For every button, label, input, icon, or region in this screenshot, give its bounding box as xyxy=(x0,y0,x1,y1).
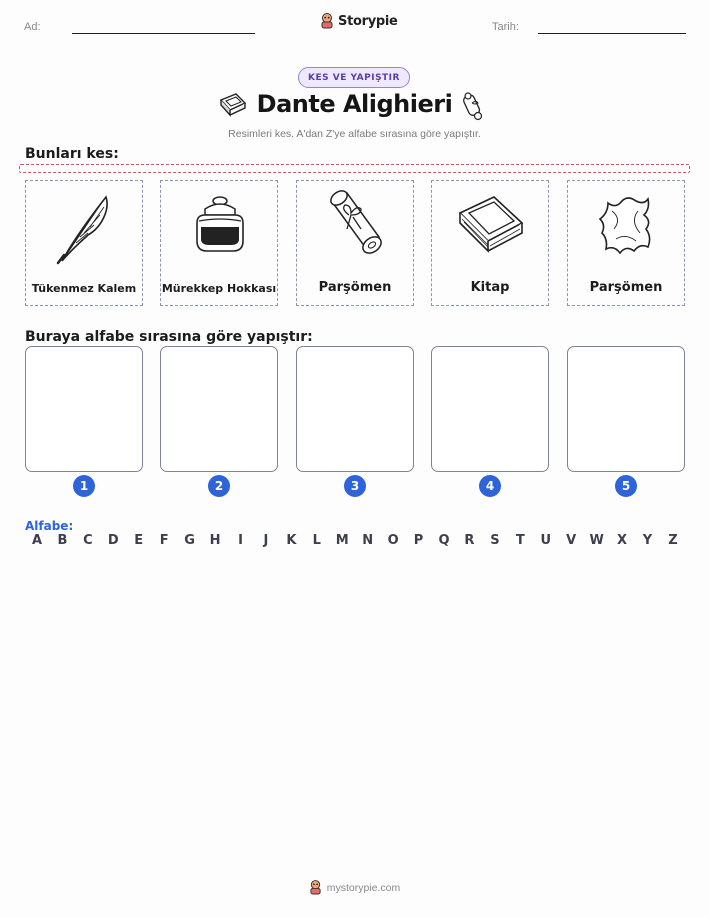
paste-box[interactable] xyxy=(431,346,549,472)
footer-url[interactable]: mystorypie.com xyxy=(326,881,401,894)
alphabet-row xyxy=(29,533,681,548)
alphabet-letter: S xyxy=(490,533,500,548)
storypie-mascot-icon xyxy=(320,13,334,29)
activity-badge: KES VE YAPIŞTIR xyxy=(298,67,410,88)
storypie-mascot-icon xyxy=(309,880,322,895)
brand-logo xyxy=(320,13,398,29)
position-number: 3 xyxy=(344,475,366,497)
position-number: 1 xyxy=(73,475,95,497)
alphabet-letter: A xyxy=(31,533,43,548)
name-line xyxy=(72,33,255,34)
position-number: 2 xyxy=(208,475,230,497)
alphabet-letter: F xyxy=(159,533,169,548)
alphabet-letter: N xyxy=(362,533,374,548)
card-label: Kitap xyxy=(470,280,510,295)
footer xyxy=(0,880,709,895)
alphabet-letter: R xyxy=(464,533,475,548)
alphabet-letter: O xyxy=(387,533,399,548)
cut-line xyxy=(19,164,690,173)
cut-card[interactable] xyxy=(431,180,549,306)
alphabet-letter: K xyxy=(286,533,297,548)
cut-card[interactable] xyxy=(296,180,414,306)
paste-box[interactable] xyxy=(25,346,143,472)
position-number: 5 xyxy=(615,475,637,497)
date-label: Tarih: xyxy=(492,21,519,33)
cut-card[interactable] xyxy=(160,180,278,306)
cut-section-label: Bunları kes: xyxy=(25,146,119,162)
alphabet-letter: Q xyxy=(438,533,450,548)
alphabet-letter: C xyxy=(83,533,93,548)
card-label: Parşömen xyxy=(318,280,392,295)
cut-card[interactable] xyxy=(25,180,143,306)
scroll-icon xyxy=(321,189,391,265)
name-label: Ad: xyxy=(24,21,41,33)
alphabet-letter: P xyxy=(413,533,424,548)
scroll-title-icon xyxy=(460,89,488,121)
alphabet-letter: I xyxy=(238,533,243,548)
alphabet-letter: J xyxy=(263,533,269,548)
paste-box[interactable] xyxy=(296,346,414,472)
alphabet-letter: U xyxy=(540,533,552,548)
cut-card[interactable] xyxy=(567,180,685,306)
alphabet-letter: G xyxy=(184,533,195,548)
alphabet-letter: W xyxy=(589,533,604,548)
alphabet-label: Alfabe: xyxy=(25,519,74,533)
page-title: Dante Alighieri xyxy=(256,90,453,118)
card-label: Tükenmez Kalem xyxy=(31,282,137,295)
alphabet-letter: L xyxy=(312,533,321,548)
quill-icon xyxy=(50,189,120,265)
position-number: 4 xyxy=(479,475,501,497)
alphabet-letter: V xyxy=(566,533,577,548)
book-icon xyxy=(456,189,526,265)
alphabet-letter: D xyxy=(107,533,119,548)
alphabet-letter: Z xyxy=(668,533,678,548)
alphabet-letter: B xyxy=(57,533,68,548)
alphabet-letter: X xyxy=(617,533,628,548)
page-subtitle: Resimleri kes. A'dan Z'ye alfabe sırasına göre yapıştır. xyxy=(228,128,481,140)
inkwell-icon xyxy=(185,189,255,265)
alphabet-letter: T xyxy=(515,533,525,548)
paste-box[interactable] xyxy=(160,346,278,472)
date-line xyxy=(538,33,686,34)
paste-box[interactable] xyxy=(567,346,685,472)
alphabet-letter: M xyxy=(335,533,349,548)
paste-section-label: Buraya alfabe sırasına göre yapıştır: xyxy=(25,329,313,345)
card-label: Mürekkep Hokkası xyxy=(161,282,277,295)
alphabet-letter: Y xyxy=(642,533,653,548)
card-label: Parşömen xyxy=(589,280,663,295)
alphabet-letter: E xyxy=(134,533,144,548)
parchment-hide-icon xyxy=(592,189,662,265)
alphabet-letter: H xyxy=(209,533,221,548)
brand-name: Storypie xyxy=(338,13,398,29)
